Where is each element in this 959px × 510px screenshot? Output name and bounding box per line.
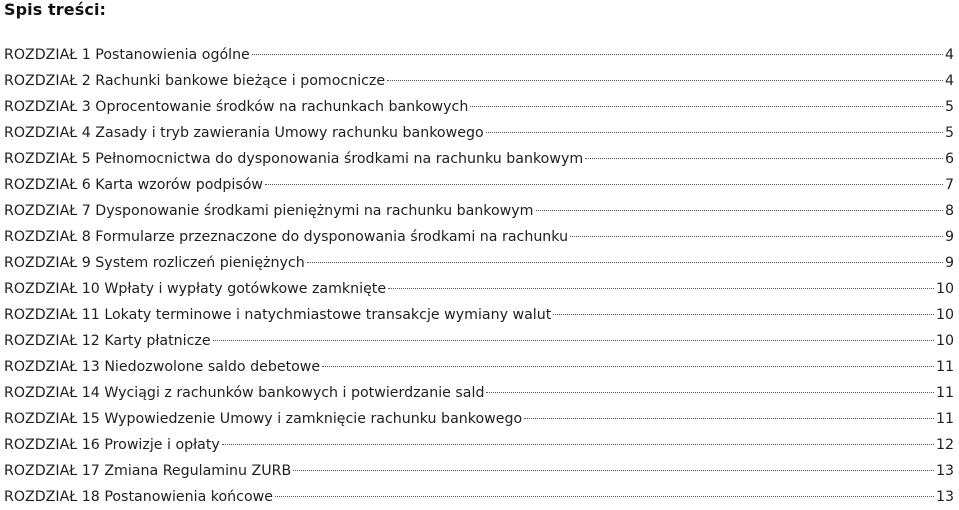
dot-leader: [536, 210, 943, 211]
toc-entry[interactable]: [4, 146, 954, 172]
toc-entry[interactable]: [4, 354, 954, 380]
dot-leader: [293, 470, 934, 471]
toc-entry-label: ROZDZIAŁ 15 Wypowiedzenie Umowy i zamknięcie rachunku bankowego: [4, 411, 523, 427]
toc-entry-label: ROZDZIAŁ 9 System rozliczeń pieniężnych: [4, 255, 305, 271]
toc-entry-label: ROZDZIAŁ 7 Dysponowanie środkami pieniężnymi na rachunku bankowym: [4, 203, 534, 219]
toc-entry-label: ROZDZIAŁ 16 Prowizje i opłaty: [4, 437, 220, 453]
toc-entry-label: ROZDZIAŁ 17 Zmiana Regulaminu ZURB: [4, 463, 292, 479]
dot-leader: [265, 184, 943, 185]
dot-leader: [275, 496, 934, 497]
toc-entry[interactable]: [4, 484, 954, 510]
dot-leader: [553, 314, 934, 315]
toc-entry-page: 10: [935, 281, 954, 297]
dot-leader: [585, 158, 943, 159]
toc-entry[interactable]: [4, 120, 954, 146]
toc-entry-label: ROZDZIAŁ 10 Wpłaty i wypłaty gotówkowe zamknięte: [4, 281, 387, 297]
dot-leader: [387, 80, 943, 81]
toc-entry-page: 12: [935, 437, 954, 453]
toc-entry-label: ROZDZIAŁ 2 Rachunki bankowe bieżące i pomocnicze: [4, 73, 386, 89]
toc-entry-label: ROZDZIAŁ 4 Zasady i tryb zawierania Umowy rachunku bankowego: [4, 125, 484, 141]
dot-leader: [486, 132, 943, 133]
toc-title: Spis treści:: [4, 0, 107, 19]
toc-entry-label: ROZDZIAŁ 18 Postanowienia końcowe: [4, 489, 273, 505]
toc-entry[interactable]: [4, 198, 954, 224]
toc-entry-page: 6: [944, 151, 954, 167]
dot-leader: [524, 418, 934, 419]
toc-entry[interactable]: [4, 224, 954, 250]
dot-leader: [486, 392, 933, 393]
toc-entry-page: 9: [944, 255, 954, 271]
toc-entry-label: ROZDZIAŁ 1 Postanowienia ogólne: [4, 47, 250, 63]
toc-entry-label: ROZDZIAŁ 13 Niedozwolone saldo debetowe: [4, 359, 321, 375]
toc-entry-page: 13: [935, 489, 954, 505]
toc-entry[interactable]: [4, 302, 954, 328]
dot-leader: [222, 444, 934, 445]
toc-list: [4, 42, 954, 510]
toc-entry-label: ROZDZIAŁ 12 Karty płatnicze: [4, 333, 211, 349]
toc-entry-label: ROZDZIAŁ 6 Karta wzorów podpisów: [4, 177, 264, 193]
toc-entry-page: 8: [944, 203, 954, 219]
toc-entry-label: ROZDZIAŁ 3 Oprocentowanie środków na rachunkach bankowych: [4, 99, 469, 115]
toc-entry[interactable]: [4, 328, 954, 354]
toc-entry-page: 9: [944, 229, 954, 245]
toc-entry-page: 10: [935, 307, 954, 323]
toc-entry[interactable]: [4, 94, 954, 120]
toc-entry-page: 7: [944, 177, 954, 193]
toc-entry-page: 5: [944, 99, 954, 115]
toc-entry-label: ROZDZIAŁ 11 Lokaty terminowe i natychmiastowe transakcje wymiany walut: [4, 307, 552, 323]
dot-leader: [322, 366, 934, 367]
dot-leader: [570, 236, 943, 237]
toc-entry-label: ROZDZIAŁ 5 Pełnomocnictwa do dysponowania środkami na rachunku bankowym: [4, 151, 584, 167]
toc-entry-page: 5: [944, 125, 954, 141]
toc-entry-page: 4: [944, 47, 954, 63]
dot-leader: [388, 288, 934, 289]
toc-entry-label: ROZDZIAŁ 8 Formularze przeznaczone do dysponowania środkami na rachunku: [4, 229, 569, 245]
toc-entry-page: 13: [935, 463, 954, 479]
toc-entry[interactable]: [4, 458, 954, 484]
dot-leader: [470, 106, 943, 107]
toc-entry[interactable]: [4, 432, 954, 458]
toc-entry[interactable]: [4, 250, 954, 276]
toc-entry[interactable]: [4, 68, 954, 94]
toc-entry[interactable]: [4, 406, 954, 432]
dot-leader: [252, 54, 943, 55]
toc-entry[interactable]: [4, 172, 954, 198]
toc-entry[interactable]: [4, 276, 954, 302]
toc-entry[interactable]: [4, 42, 954, 68]
toc-entry-page: 11: [935, 411, 954, 427]
toc-entry-page: 4: [944, 73, 954, 89]
toc-entry-label: ROZDZIAŁ 14 Wyciągi z rachunków bankowych i potwierdzanie sald: [4, 385, 485, 401]
dot-leader: [307, 262, 943, 263]
toc-entry[interactable]: [4, 380, 954, 406]
toc-entry-page: 11: [935, 385, 954, 401]
toc-entry-page: 11: [935, 359, 954, 375]
dot-leader: [213, 340, 934, 341]
toc-entry-page: 10: [935, 333, 954, 349]
